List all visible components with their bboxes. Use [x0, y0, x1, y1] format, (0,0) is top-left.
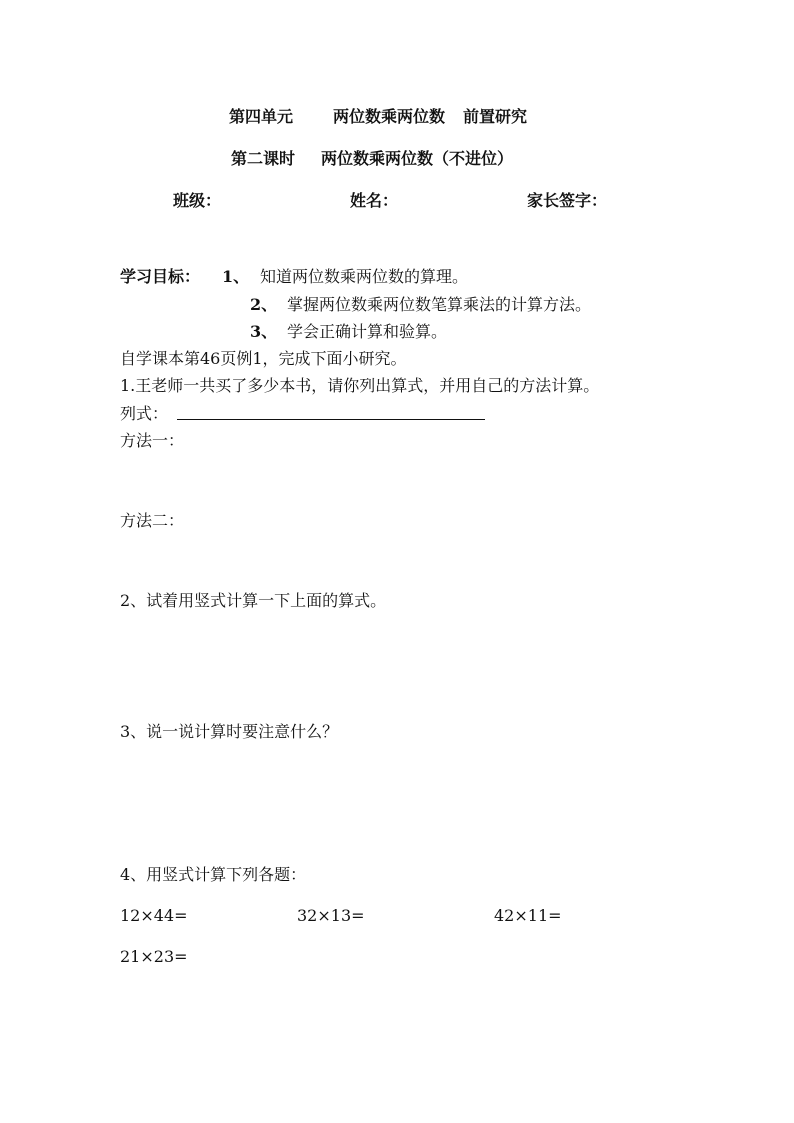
- question-4: 4、用竖式计算下列各题：: [120, 865, 307, 884]
- goal-number: 2、: [250, 295, 278, 314]
- method-1-label: 方法一：: [120, 431, 185, 450]
- formula-label: 列式：: [120, 404, 169, 423]
- class-field-label: 班级：: [173, 191, 222, 210]
- calc-problem: 12×44=: [120, 906, 188, 925]
- name-field-label: 姓名：: [350, 191, 399, 210]
- goal-text: 知道两位数乘两位数的算理。: [260, 267, 469, 286]
- formula-answer-line[interactable]: [177, 419, 485, 420]
- lesson-label: 第二课时: [231, 149, 296, 168]
- unit-topic: 两位数乘两位数: [333, 107, 446, 126]
- method-2-label: 方法二：: [120, 511, 185, 530]
- calc-problem: 32×13=: [297, 906, 365, 925]
- question-3: 3、说一说计算时要注意什么？: [120, 722, 339, 741]
- unit-label: 第四单元: [229, 107, 294, 126]
- goal-number: 1、: [222, 267, 250, 286]
- question-2: 2、试着用竖式计算一下上面的算式。: [120, 591, 387, 610]
- goal-text: 学会正确计算和验算。: [287, 322, 448, 341]
- lesson-topic: 两位数乘两位数（不进位）: [321, 149, 514, 168]
- goal-number: 3、: [250, 322, 278, 341]
- lesson-title: [231, 149, 513, 169]
- goals-label: 学习目标：: [120, 267, 201, 286]
- goal-text: 掌握两位数乘两位数笔算乘法的计算方法。: [287, 295, 592, 314]
- calc-problem: 21×23=: [120, 947, 188, 966]
- unit-title: [229, 107, 527, 127]
- question-1: 1.王老师一共买了多少本书，请你列出算式，并用自己的方法计算。: [120, 376, 600, 395]
- unit-type: 前置研究: [463, 107, 528, 126]
- self-study-instructions: 自学课本第46页例1，完成下面小研究。: [120, 349, 407, 368]
- parent-signature-label: 家长签字：: [527, 191, 608, 210]
- calc-problem: 42×11=: [494, 906, 562, 925]
